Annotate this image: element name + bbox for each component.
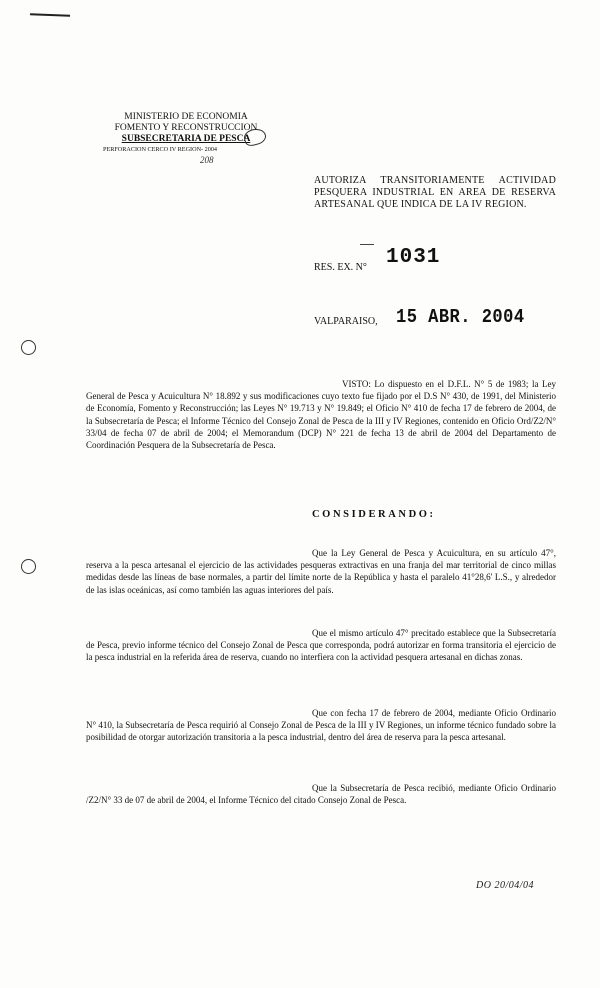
scan-mark — [30, 13, 70, 19]
place-city: VALPARAISO, — [314, 316, 378, 327]
visto-text: Lo dispuesto en el D.F.L. N° 5 de 1983; la Ley General de Pesca y Acuicultura N° 18.892 y sus modificaciones cuyo texto fue fijado por el D.S N° 430, de 1991, del Ministerio de Economía, Fomento y Reconstrucción; las Leyes N° 19.713 y N° 19.849; el Oficio N° 410 de fecha 17 de febrero de 2004, de la Subsecretaría de Pesca; el Informe Técnico del Consejo Zonal de Pesca de la III y IV Regiones, contenido en Oficio Ord/Z2/N° 33/04 de fecha 07 de abril de 2004; el Memorandum (DCP) N° 221 de fecha 13 de abril de 2004 del Departamento de Coordinación Pesquera de la Subsecretaría de Pesca. — [86, 379, 557, 451]
considerando-paragraph-1: Que la Ley General de Pesca y Acuicultura, en su artículo 47°, reserva a la pesca artesanal el ejercicio de las actividades pesqueras extractivas en una franja del mar territorial de cinco millas medidas desde las líneas de base normales, a partir del límite norte de la República y hasta el paralelo 41°28,6' L.S., y alrededor de las islas oceánicas, así como también las aguas interiores del país. — [86, 548, 556, 595]
visto-paragraph — [86, 378, 556, 451]
resolution-label: RES. EX. N° — [314, 262, 367, 273]
considerando-paragraph-2: Que el mismo artículo 47° precitado establece que la Subsecretaría de Pesca, previo informe técnico del Consejo Zonal de Pesca que corresponda, podrá autorizar en forma transitoria el ejercicio de la pesca industrial en la referida área de reserva, cuando no interfiera con la actividad pesquera artesanal en dichas zonas. — [86, 628, 556, 663]
letterhead-reference: PERFORACION CERCO IV REGION- 2004 — [103, 146, 218, 153]
place-date-stamp: 15 ABR. 2004 — [396, 306, 525, 328]
resolution-number: 1031 — [386, 246, 441, 269]
document-subject: AUTORIZA TRANSITORIAMENTE ACTIVIDAD PESQUERA INDUSTRIAL EN AREA DE RESERVA ARTESANAL QUE INDICA DE LA IV REGION. — [314, 175, 556, 210]
considerando-paragraph-4: Que la Subsecretaría de Pesca recibió, mediante Oficio Ordinario /Z2/N° 33 de 07 de abril de 2004, el Informe Técnico del citado Consejo Zonal de Pesca. — [86, 783, 556, 806]
letterhead-subsecretaria: SUBSECRETARIA DE PESCA — [121, 134, 251, 144]
letterhead-department: FOMENTO Y RECONSTRUCCION — [114, 123, 258, 133]
letterhead-ministry: MINISTERIO DE ECONOMIA — [124, 112, 248, 122]
resolution-dash — [360, 244, 374, 245]
punch-hole-bottom — [21, 559, 36, 574]
visto-lead: VISTO: — [342, 379, 371, 389]
footer-handwritten-note: DO 20/04/04 — [476, 880, 534, 891]
punch-hole-top — [21, 340, 36, 355]
considerando-heading: CONSIDERANDO: — [312, 509, 436, 520]
handwritten-mark: 208 — [200, 155, 214, 165]
considerando-paragraph-3: Que con fecha 17 de febrero de 2004, mediante Oficio Ordinario N° 410, la Subsecretaría de Pesca requirió al Consejo Zonal de Pesca de la III y IV Regiones, un informe técnico fundado sobre la posibilidad de otorgar autorización transitoria a la pesca industrial, dentro del área de reserva para la pesca artesanal. — [86, 708, 556, 743]
